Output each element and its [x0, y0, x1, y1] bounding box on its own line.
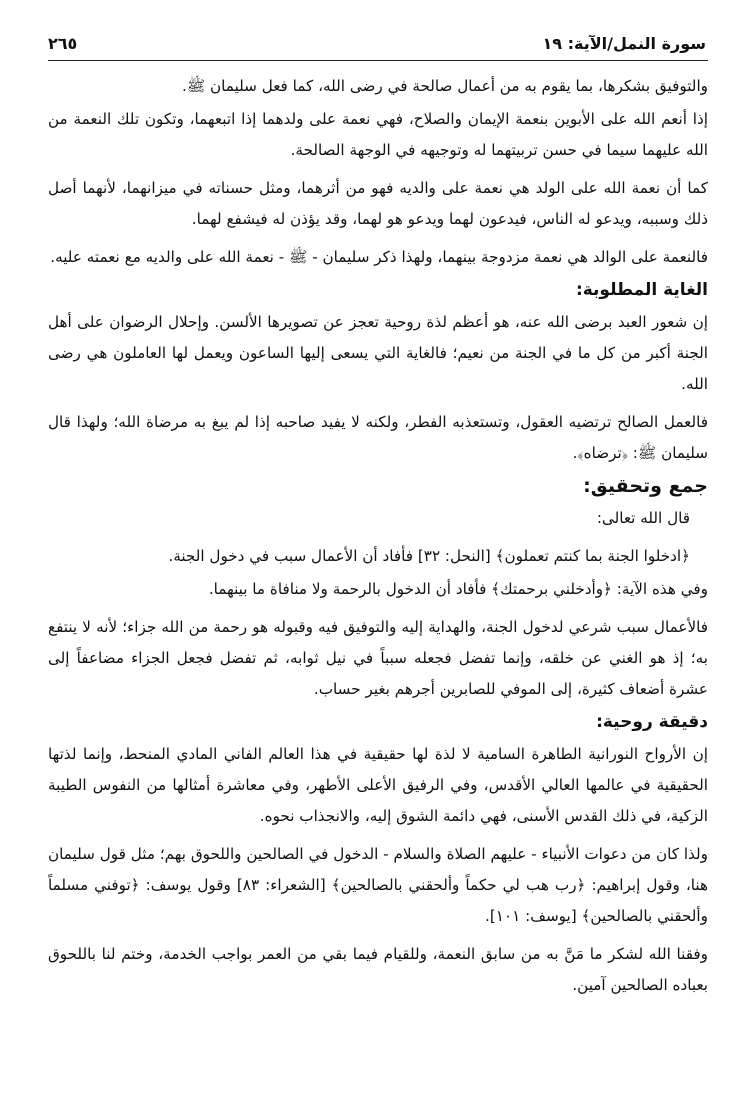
paragraph: فالنعمة على الوالد هي نعمة مزدوجة بينهما، ولهذا ذكر سليمان - ﷺ - نعمة الله على والديه مع نعمته عليه.	[50, 248, 708, 266]
paragraph-verse: وفي هذه الآية: ﴿وأدخلني برحمتك﴾ فأفاد أن الدخول بالرحمة ولا منافاة ما بينهما.	[208, 580, 708, 598]
paragraph: إن شعور العبد برضى الله عنه، هو أعظم لذة روحية تعجز عن تصويرها الألسن. وإحلال الرضوان على أهل الجنة أكبر من كل ما في الجنة من نعيم؛ فالغاية التي يسعى إليها الساعون ويعمل لها العاملون هي رضى الله.	[48, 313, 708, 393]
paragraph: إن الأرواح النورانية الطاهرة السامية لا لذة لها حقيقية في هذا العالم الفاني المادي المنحط، وإنما لذتها الحقيقية في عالمها العالي الأقدس، وفي الرفيق الأعلى الأطهر، وفي معاشرة أمثالها من النفوس الطيبة الزكية، في ذلك القدس الأسنى، فهي دائمة الشوق إليه، والانجذاب نحوه.	[48, 745, 708, 825]
page-body	[48, 71, 708, 1001]
paragraph: فالعمل الصالح ترتضيه العقول، وتستعذبه الفطر، ولكنه لا يفيد صاحبه إذا لم يبغ به مرضاة الله؛ ولهذا قال سليمان ﷺ: ﴿ترضاه﴾.	[48, 413, 708, 462]
paragraph-verse: ﴿ادخلوا الجنة بما كنتم تعملون﴾ [النحل: ٣٢] فأفاد أن الأعمال سبب في دخول الجنة.	[168, 547, 690, 565]
paragraph: كما أن نعمة الله على الولد هي نعمة على والديه فهو من أثرهما، ومثل حسناته في ميزانهما، لأنهما أصل ذلك وسببه، ويدعو له الناس، فيدعون لهما ويدعو هو لهما، وقد يؤذن له فيشفع لهما.	[48, 179, 708, 228]
paragraph: وفقنا الله لشكر ما مَنَّ به من سابق النعمة، وللقيام فيما بقي من العمر بواجب الخدمة، وختم لنا باللحوق بعباده الصالحين آمين.	[48, 945, 708, 994]
paragraph: والتوفيق بشكرها، بما يقوم به من أعمال صالحة في رضى الله، كما فعل سليمان ﷺ.	[182, 77, 708, 95]
paragraph: قال الله تعالى:	[596, 509, 690, 527]
section-heading-goal: الغاية المطلوبة:	[575, 280, 708, 300]
paragraph: فالأعمال سبب شرعي لدخول الجنة، والهداية إليه والتوفيق فيه وقبوله هو رحمة من الله جزاء؛ لأنه لا ينتفع به؛ إذ هو الغني عن خلقه، وإنما تفضل فجعله سبباً في نيل ثوابه، ثم تفضل فجعل الجزاء مضاعفاً إلى عشرة أضعاف كثيرة، إلى الموفي للصابرين أجرهم بغير حساب.	[48, 618, 708, 698]
section-heading-combine: جمع وتحقيق:	[583, 475, 708, 497]
paragraph: ولذا كان من دعوات الأنبياء - عليهم الصلاة والسلام - الدخول في الصالحين واللحوق بهم؛ مثل قول سليمان هنا، وقول إبراهيم: ﴿رب هب لي حكماً وألحقني بالصالحين﴾ [الشعراء: ٨٣] وقول يوسف: ﴿توفني مسلماً وألحقني بالصالحين﴾ [يوسف: ١٠١].	[48, 845, 709, 925]
section-heading-subtle: دقيقة روحية:	[596, 712, 708, 732]
page-number: ٢٦٥	[48, 34, 78, 53]
paragraph: إذا أنعم الله على الأبوين بنعمة الإيمان والصلاح، فهي نعمة على ولدهما إذا اتبعهما، وتكون تلك النعمة من الله عليهما سيما في حسن تربيتهما له وتوجيهه في الوجهة الصالحة.	[48, 110, 708, 159]
book-page	[48, 26, 708, 1076]
header-rule	[48, 60, 708, 61]
running-header	[48, 26, 708, 60]
chapter-reference: سورة النمل/الآية: ١٩	[542, 34, 706, 53]
